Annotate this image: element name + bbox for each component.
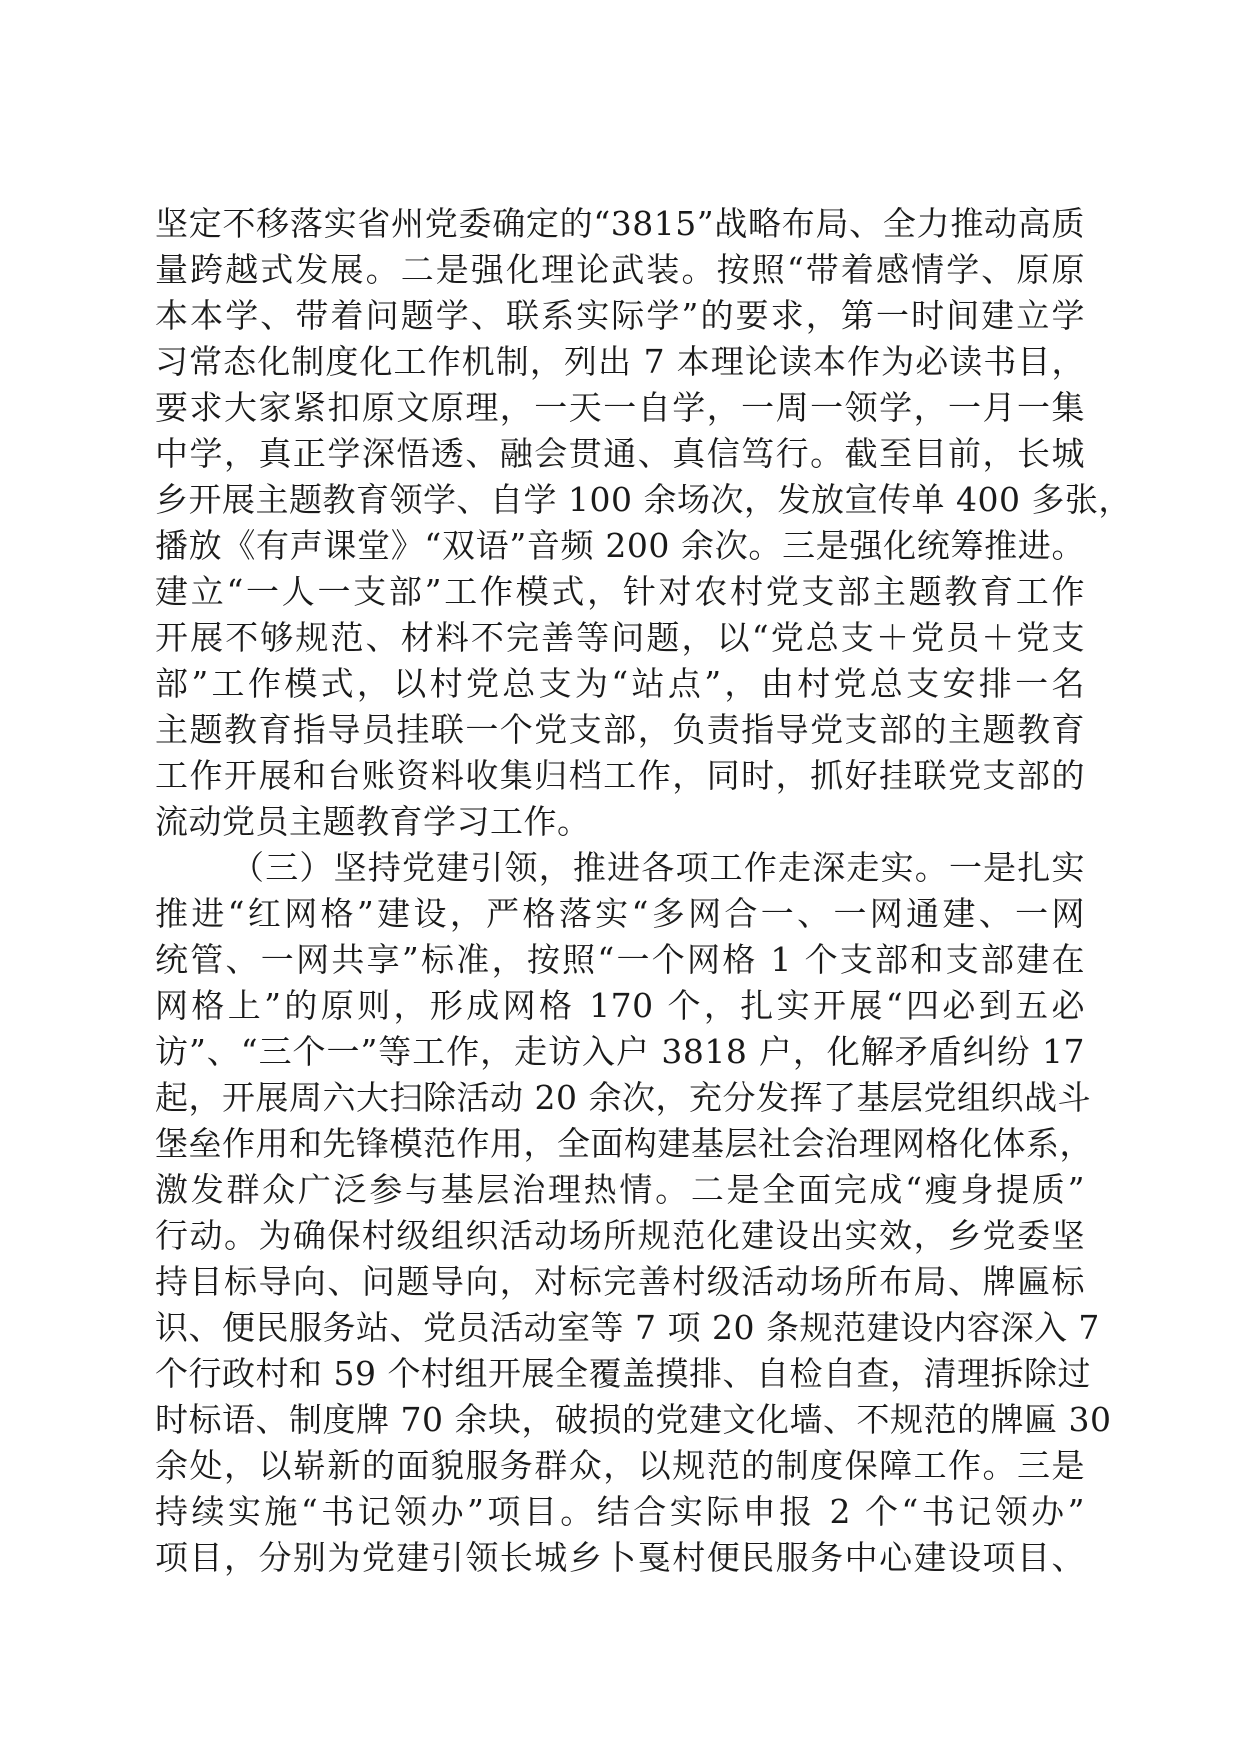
text-line: 建立“一人一支部”工作模式，针对农村党支部主题教育工作 <box>155 572 1085 611</box>
text-line: 起，开展周六大扫除活动 20 余次，充分发挥了基层党组织战斗 <box>155 1078 1091 1117</box>
text-line: 时标语、制度牌 70 余块，破损的党建文化墙、不规范的牌匾 30 <box>155 1400 1112 1439</box>
text-line: 本本学、带着问题学、联系实际学”的要求，第一时间建立学 <box>155 296 1085 335</box>
text-line: 乡开展主题教育领学、自学 100 余场次，发放宣传单 400 多张， <box>155 480 1132 519</box>
text-line: 持目标导向、问题导向，对标完善村级活动场所布局、牌匾标 <box>155 1262 1085 1301</box>
text-line: 堡垒作用和先锋模范作用，全面构建基层社会治理网格化体系， <box>155 1124 1093 1163</box>
text-line: 量跨越式发展。二是强化理论武装。按照“带着感情学、原原 <box>155 250 1085 289</box>
text-line: 访”、“三个一”等工作，走访入户 3818 户，化解矛盾纠纷 17 <box>155 1032 1085 1071</box>
text-line: 坚定不移落实省州党委确定的“3815”战略布局、全力推动高质 <box>155 204 1085 243</box>
text-line: 播放《有声课堂》“双语”音频 200 余次。三是强化统筹推进。 <box>155 526 1085 565</box>
text-line: 要求大家紧扣原文原理，一天一自学，一周一领学，一月一集 <box>155 388 1085 427</box>
text-line: 激发群众广泛参与基层治理热情。二是全面完成“瘦身提质” <box>155 1170 1085 1209</box>
text-line: 习常态化制度化工作机制，列出 7 本理论读本作为必读书目， <box>155 342 1085 381</box>
text-line: 工作开展和台账资料收集归档工作，同时，抓好挂联党支部的 <box>155 756 1085 795</box>
text-line: 余处，以崭新的面貌服务群众，以规范的制度保障工作。三是 <box>155 1446 1085 1485</box>
text-line: 统管、一网共享”标准，按照“一个网格 1 个支部和支部建在 <box>155 940 1085 979</box>
text-line: 中学，真正学深悟透、融会贯通、真信笃行。截至目前，长城 <box>155 434 1085 473</box>
text-line: 项目，分别为党建引领长城乡卜戛村便民服务中心建设项目、 <box>155 1538 1085 1577</box>
text-line: 流动党员主题教育学习工作。 <box>155 802 591 841</box>
text-line: 部”工作模式，以村党总支为“站点”，由村党总支安排一名 <box>155 664 1085 703</box>
text-line: 行动。为确保村级组织活动场所规范化建设出实效，乡党委坚 <box>155 1216 1085 1255</box>
text-line: 个行政村和 59 个村组开展全覆盖摸排、自检自查，清理拆除过 <box>155 1354 1091 1393</box>
text-line: 识、便民服务站、党员活动室等 7 项 20 条规范建设内容深入 7 <box>155 1308 1100 1347</box>
section-heading-line: （三）坚持党建引领，推进各项工作走深走实。一是扎实 <box>231 848 1085 887</box>
text-line: 网格上”的原则，形成网格 170 个，扎实开展“四必到五必 <box>155 986 1085 1025</box>
text-line: 开展不够规范、材料不完善等问题，以“党总支＋党员＋党支 <box>155 618 1085 657</box>
text-line: 持续实施“书记领办”项目。结合实际申报 2 个“书记领办” <box>155 1492 1085 1531</box>
text-line: 主题教育指导员挂联一个党支部，负责指导党支部的主题教育 <box>155 710 1085 749</box>
text-line: 推进“红网格”建设，严格落实“多网合一、一网通建、一网 <box>155 894 1085 933</box>
